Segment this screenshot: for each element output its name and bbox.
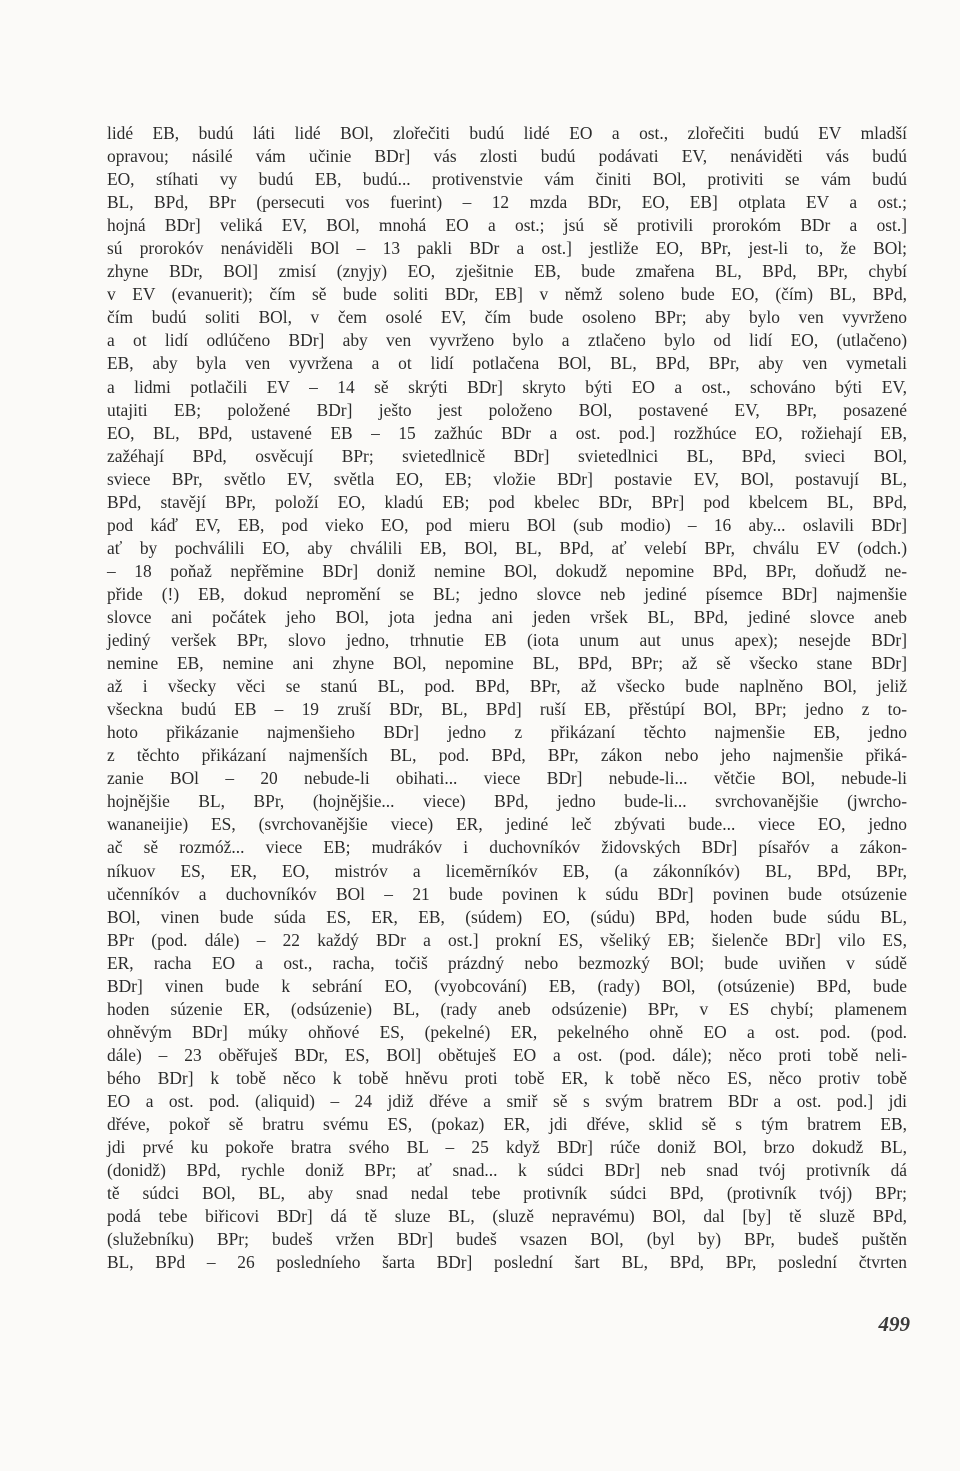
text-line: hojná BDr] veliká EV, BOl, mnohá EO a ost.; jsú sě protivili prorokóm BDr a ost.]	[107, 215, 907, 236]
text-line: BPd, stavějí BPr, položí EO, kladú EB; pod kbelec BDr, BPr] pod kbelcem BL, BPd,	[107, 491, 907, 512]
text-line: nemine EB, nemine ani zhyne BOl, nepomine BL, BPd, BPr; až sě všecko stane BDr]	[107, 653, 907, 674]
text-line: EO, stíhati vy budú EB, budú... protivenstvie vám činiti BOl, protiviti se vám budú	[107, 169, 907, 190]
text-line: BOl, vinen bude súda ES, ER, EB, (súdem) EO, (súdu) BPd, hoden bude súdu BL,	[107, 906, 907, 927]
text-line: zanie BOl – 20 nebude-li obihati... viece BDr] nebude-li... větčie BOl, nebude-li	[107, 768, 907, 789]
text-line: EO, BL, BPd, ustavené EB – 15 zažhúc BDr a ost. pod.] rozžhúce EO, rožiehají EB,	[107, 422, 907, 443]
text-line: (služebníku) BPr; budeš vržen BDr] budeš vsazen BOl, (byl by) BPr, budeš puštěn	[107, 1229, 907, 1250]
text-line: hojnějšie BL, BPr, (hojnějšie... viece) BPd, jedno bude-li... svrchovanějšie (jwrcho-	[107, 791, 907, 812]
text-line: slovce ani počátek jeho BOl, jota jedna ani jeden vršek BL, BPd, jediné slovce aneb	[107, 606, 907, 627]
text-line: v EV (evanuerit); čím sě bude soliti BDr, EB] v němž soleno bude EO, (čím) BL, BPd,	[107, 284, 907, 305]
text-line: až i všecky věci se stanú BL, pod. BPd, BPr, až všecko bude naplněno BOl, jeliž	[107, 676, 907, 697]
text-line: ač sě rozmóž... viece EB; mudrákóv i duchovníkóv židovských BDr] písařóv a zákon-	[107, 837, 907, 858]
text-line: zhyne BDr, BOl] zmisí (znyjy) EO, zješitnie EB, bude zmařena BL, BPd, BPr, chybí	[107, 261, 907, 282]
text-line: přide (!) EB, dokud nepromění se BL; jedno slovce neb jediné písemce BDr] najmenšie	[107, 583, 907, 604]
text-line: hoden súzenie ER, (odsúzenie) BL, (rady aneb odsúzenie) BPr, v ES chybí; plamenem	[107, 998, 907, 1019]
text-line: tě súdci BOl, BL, aby snad nedal tebe protivník súdci BPd, (protivník tvój) BPr;	[107, 1183, 907, 1204]
text-line: BDr] vinen bude k sebrání EO, (vyobcování) EB, (rady) BOl, (otsúzenie) BPd, bude	[107, 975, 907, 996]
text-line: čím budú soliti BOl, v čem osolé EV, čím bude osoleno BPr; aby bylo ven vyvrženo	[107, 307, 907, 328]
text-line: bého BDr] k tobě něco k tobě hněvu proti tobě ER, k tobě něco ES, něco protiv tobě	[107, 1067, 907, 1088]
text-line: ohněvým BDr] múky ohňové ES, (pekelné) ER, pekelného ohně EO a ost. pod. (pod.	[107, 1021, 907, 1042]
text-line: ER, racha EO a ost., racha, točiš prázdný nebo bezmozký BOl; bude uviňen v súdě	[107, 952, 907, 973]
text-line: níkuov ES, ER, EO, mistróv a licemĕrníkóv EB, (a zákonníkóv) BL, BPd, BPr,	[107, 860, 907, 881]
text-line: hoto přikázanie najmenšieho BDr] jedno z přikázaní těchto najmenšie EB, jedno	[107, 722, 907, 743]
text-line: pod káď EV, EB, pod vieko EO, pod mieru BOl (sub modio) – 16 aby... oslavili BDr]	[107, 514, 907, 535]
text-line: opravou; násilé vám učinie BDr] vás zlosti budú podávati EV, nenáviděti vás budú	[107, 146, 907, 167]
text-line: – 18 poňaž nepřěmine BDr] doniž nemine BOl, dokudž nepomine BPd, BPr, doňudž ne-	[107, 560, 907, 581]
text-line: ať by pochválili EO, aby chválili EB, BOl, BL, BPd, ať velebí BPr, chválu EV (odch.)	[107, 537, 907, 558]
text-line: jediný veršek BPr, slovo jedno, trhnutie EB (iota unum aut unus apex); nesejde BDr]	[107, 630, 907, 651]
text-line: zažéhají BPd, osvěcují BPr; svietedlnicě BDr] svietedlnici BL, BPd, svieci BOl,	[107, 445, 907, 466]
text-line: jdi prvé ku pokoře bratra svého BL – 25 když BDr] rúče doniž BOl, brzo dokudž BL,	[107, 1137, 907, 1158]
text-line: dřéve, pokoř sě bratru svému ES, (pokaz) ER, jdi dřéve, sklid sě s tým bratrem EB,	[107, 1114, 907, 1135]
text-line: z těchto přikázaní najmenších BL, pod. BPd, BPr, zákon nebo jeho najmenšie přiká-	[107, 745, 907, 766]
text-line: všeckna budú EB – 19 zruší BDr, BL, BPd] ruší EB, přěstúpí BOl, BPr; jedno z to-	[107, 699, 907, 720]
text-line: EB, aby byla ven vyvržena a ot lidí potlačena BOl, BL, BPd, BPr, aby ven vymetali	[107, 353, 907, 374]
text-line: dále) – 23 oběřuješ BDr, ES, BOl] obětuješ EO a ost. (pod. dále); něco proti tobě neli-	[107, 1044, 907, 1065]
text-line: EO a ost. pod. (aliquid) – 24 jdiž dřéve a smiř sě s svým bratrem BDr a ost. pod.] jdi	[107, 1090, 907, 1111]
text-line: BL, BPd, BPr (persecuti vos fuerint) – 12 mzda BDr, EO, EB] otplata EV a ost.;	[107, 192, 907, 213]
text-line: podá tebe biřicovi BDr] dá tě sluze BL, (sluzě nepravému) BOl, dal [by] tě sluzě BPd,	[107, 1206, 907, 1227]
text-line: sú prorokóv nenáviděli BOl – 13 pakli BDr a ost.] jestliže EO, BPr, jest-li to, že BOl;	[107, 238, 907, 259]
text-line: a ot lidí odlúčeno BDr] aby ven vyvrženo bylo a ztlačeno bylo od lidí EO, (utlačeno)	[107, 330, 907, 351]
text-line: sviece BPr, světlo EV, světla EO, EB; vložie BDr] postavie EV, BOl, postavují BL,	[107, 468, 907, 489]
text-line: utajiti EB; položené BDr] ješto jest položeno BOl, postavené EV, BPr, posazené	[107, 399, 907, 420]
page-number: 499	[878, 1312, 910, 1336]
text-line: BL, BPd – 26 posledníeho šarta BDr] poslední šart BL, BPd, BPr, poslední čtvrten	[107, 1252, 907, 1273]
text-line: učenníkóv a duchovníkóv BOl – 21 bude povinen k súdu BDr] povinen bude otsúzenie	[107, 883, 907, 904]
text-line: BPr (pod. dále) – 22 každý BDr a ost.] prokní ES, všeliký EB; šielenče BDr] vilo ES,	[107, 929, 907, 950]
text-line: wananeijie) ES, (svrchovanějšie viece) ER, jediné leč zbývati bude... viece EO, jedno	[107, 814, 907, 835]
text-line: a lidmi potlačili EV – 14 sě skrýti BDr] skryto býti EO a ost., schováno býti EV,	[107, 376, 907, 397]
text-line: (donidž) BPd, rychle doniž BPr; ať snad... k súdci BDr] neb snad tvój protivník dá	[107, 1160, 907, 1181]
text-line: lidé EB, budú láti lidé BOl, zlořečiti budú lidé EO a ost., zlořečiti budú EV mladší	[107, 123, 907, 143]
critical-apparatus-text	[107, 122, 907, 1274]
